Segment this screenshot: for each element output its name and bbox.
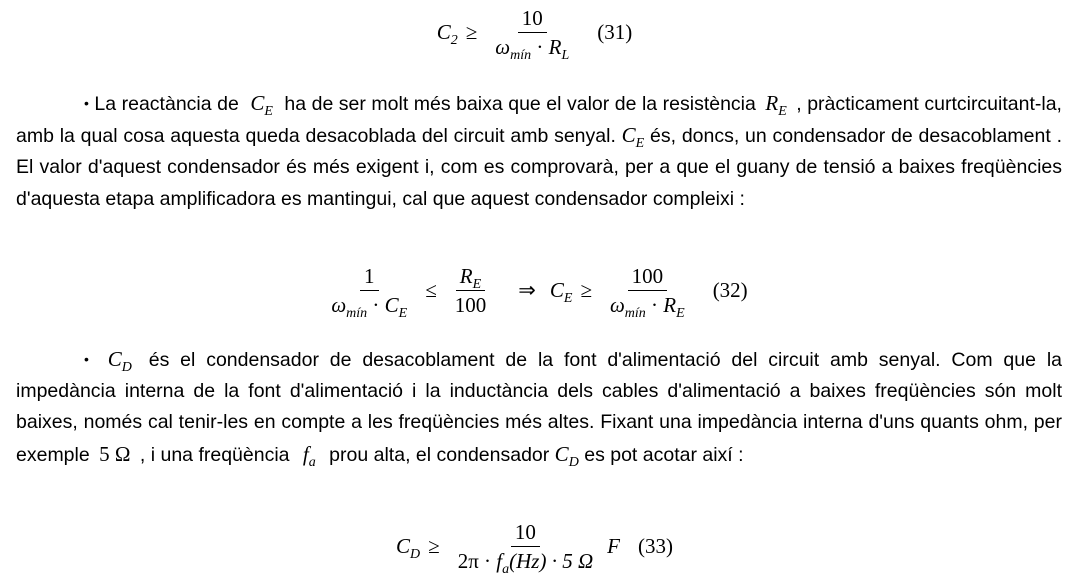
eq33-unit: F [607,534,620,558]
eq32-rhs: $C_E$ [549,278,573,306]
eq32-fraction-2: $\frac{R_E}{100}$ [454,264,487,317]
eq32-fraction-3: $\frac{100}{\omega_{mín} \cdot R_E}$ [609,264,685,321]
eq33-numerator: 10 [511,518,540,547]
bullet: • [84,95,89,111]
eq31-lhs: C [436,20,451,44]
equation-33 [0,518,1069,575]
paragraph-cd: • $C_D$ és el condensador de desacoblament de la font d'alimentació del circuit amb senyal. Com que la impedància interna de la font d'alimentació i la inductància dels cables d'alimentació a baixes freqüències són molt baixes, només cal tenir-les en compte a les freqüències més altes. Fixant una impedància interna d'uns quants ohm, per exemple 5 Ω , i una freqüència $f_a$ prou alta, el condensador $C_D$ es pot acotar així : [16,347,1062,470]
bullet: • [84,351,89,367]
symbol-re: $R_E$ [765,91,787,119]
eq33-lhs-sub: D [410,547,421,562]
symbol-fa: $f_a$ [302,441,316,470]
equation-31 [0,4,1069,61]
eq32-number: (32) [712,278,748,302]
equation-32 [0,262,1069,319]
symbol-cd: $C_D$ [107,347,132,375]
eq32-fraction-1: $\frac{1}{\omega_{mín} \cdot C_E}$ [331,264,408,321]
eq32-implies: ⇒ [518,278,536,302]
eq33-lhs: C [396,534,411,558]
eq33-relation: ≥ [428,534,440,558]
symbol-5-ohm: 5 Ω [99,441,131,466]
eq31-relation: ≥ [465,20,478,44]
eq31-fraction [491,4,573,61]
eq33-number: (33) [637,534,673,558]
eq31-numerator: 10 [518,4,547,33]
eq33-denominator: $2\pi \cdot f_a(Hz) \cdot 5$ Ω [457,549,594,577]
symbol-ce: $C_E$ [621,123,645,152]
paragraph-ce: • La reactància de $C_E$ ha de ser molt més baixa que el valor de la resistència $R_E$ , pràcticament curtcircuitant-la, amb la qual cosa aquesta queda desacoblada del circuit amb senyal. $C_E$ és, doncs, un condensador de desacoblament . El valor d'aquest condensador és més exigent i, com es comprovarà, per a que el guany de tensió a baixes freqüències d'aquesta etapa amplificadora es mantingui, cal que aquest condensador compleixi : [16,91,1062,210]
symbol-ce: $C_E$ [250,91,273,119]
eq31-denominator: $\omega_{mín} \cdot R_L$ [495,35,570,63]
symbol-cd: $C_D$ [554,441,579,470]
eq32-relation-1: ≤ [425,278,437,302]
eq32-relation-2: ≥ [580,278,592,302]
eq31-number: (31) [597,20,633,44]
eq33-fraction [454,518,597,575]
eq31-lhs-sub: 2 [450,33,458,48]
